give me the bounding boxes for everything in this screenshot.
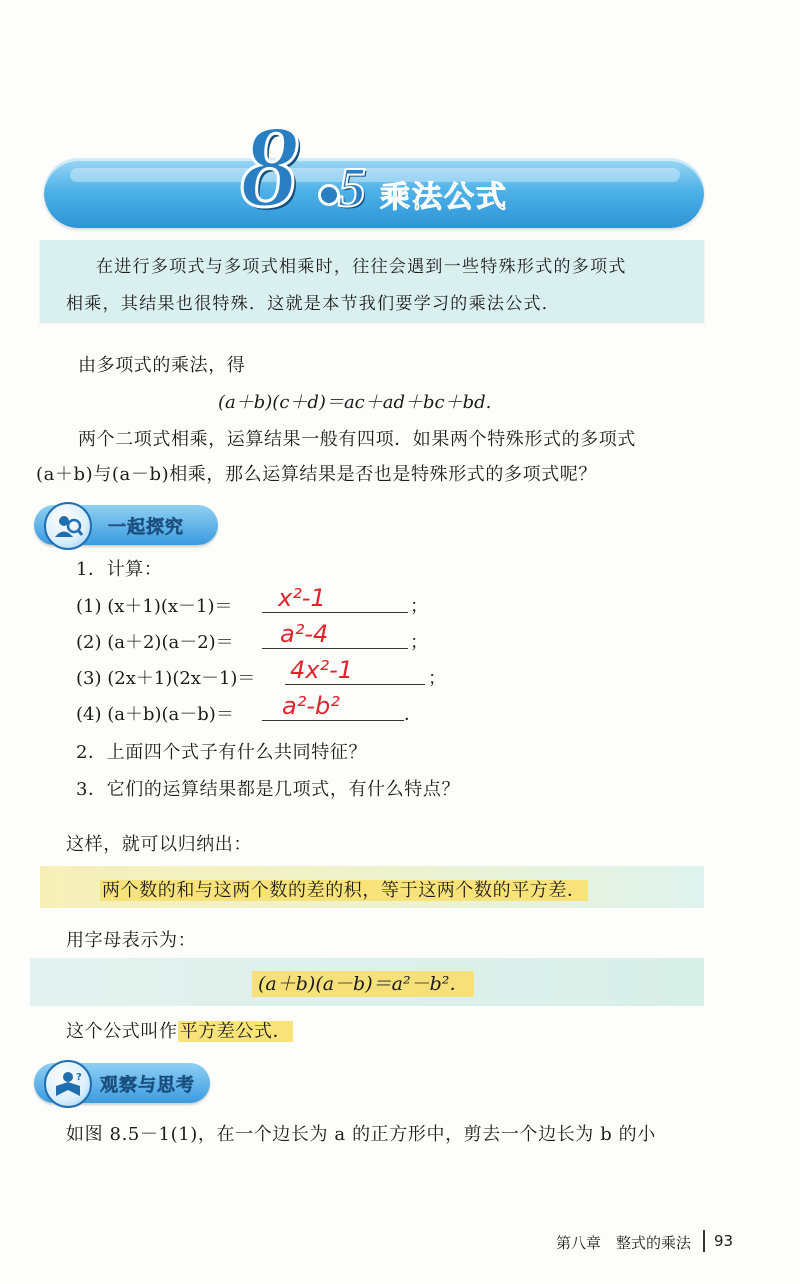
intro-line-2: 相乘，其结果也很特殊．这就是本节我们要学习的乘法公式． — [66, 294, 561, 314]
intro-line-1: 在进行多项式与多项式相乘时，往往会遇到一些特殊形式的多项式 — [96, 257, 627, 277]
exercise-3-end: ； — [428, 668, 446, 689]
formula-highlight: (a＋b)(a－b)＝a²－b²． — [252, 971, 474, 997]
handwritten-answer-3: 4x²-1 — [290, 656, 354, 684]
explore-label: 一起探究 — [108, 517, 184, 538]
statement-highlight: 两个数的和与这两个数的差的积，等于这两个数的平方差． — [102, 880, 586, 901]
exercise-2-end: ； — [410, 632, 428, 653]
explore-question-3: 3．它们的运算结果都是几项式，有什么特点？ — [76, 779, 461, 800]
formula-name-term: 平方差公式． — [179, 1021, 292, 1042]
handwritten-answer-1: x²-1 — [278, 584, 326, 612]
formula-naming-prefix: 这个公式叫作 — [66, 1021, 178, 1042]
exercise-1-end: ； — [410, 596, 428, 617]
observe-label: 观察与思考 — [100, 1075, 195, 1096]
magnifier-person-icon — [44, 502, 92, 550]
answer-blank-3 — [285, 684, 425, 685]
body-paragraph-1: 由多项式的乘法，得 — [78, 355, 246, 376]
page-number: 93 — [714, 1232, 734, 1250]
section-title: 乘法公式 — [380, 180, 508, 215]
difference-of-squares-formula — [252, 969, 474, 996]
conclusion-lead: 这样，就可以归纳出： — [66, 834, 252, 855]
handwritten-answer-4: a²-b² — [282, 692, 340, 720]
exercise-3-expression: (3) (2x＋1)(2x－1)＝ — [76, 668, 256, 689]
handwritten-answer-2: a²-4 — [280, 620, 329, 648]
answer-blank-2 — [262, 648, 408, 649]
section-number-dot — [318, 184, 340, 206]
answer-blank-1 — [262, 612, 408, 613]
exercise-2-expression: (2) (a＋2)(a－2)＝ — [76, 632, 234, 653]
reading-person-icon — [44, 1060, 92, 1108]
formula-product-binomials: (a＋b)(c＋d)＝ac＋ad＋bc＋bd. — [218, 392, 492, 413]
observe-text: 如图 8.5－1(1)，在一个边长为 a 的正方形中，剪去一个边长为 b 的小 — [66, 1124, 656, 1145]
footer-separator — [703, 1230, 705, 1252]
answer-blank-4 — [262, 720, 404, 721]
difference-of-squares-statement — [100, 876, 588, 902]
body-paragraph-2-line-2: (a＋b)与(a－b)相乘，那么运算结果是否也是特殊形式的多项式呢？ — [36, 464, 597, 485]
exercise-4-end: ． — [404, 704, 422, 725]
chapter-footer: 第八章 整式的乘法 — [556, 1234, 692, 1252]
explore-question-1: 1．计算： — [76, 559, 163, 580]
formula-naming — [66, 1017, 293, 1043]
svg-text:?: ? — [76, 1072, 82, 1083]
explore-question-2: 2．上面四个式子有什么共同特征？ — [76, 742, 368, 763]
section-number-major: 8 — [240, 101, 299, 232]
letters-lead: 用字母表示为： — [66, 930, 197, 951]
exercise-1-expression: (1) (x＋1)(x－1)＝ — [76, 596, 233, 617]
section-number-minor: 5 — [338, 157, 366, 219]
exercise-4-expression: (4) (a＋b)(a－b)＝ — [76, 704, 234, 725]
body-paragraph-2-line-1: 两个二项式相乘，运算结果一般有四项．如果两个特殊形式的多项式 — [78, 429, 636, 450]
banner-gloss — [70, 168, 680, 182]
